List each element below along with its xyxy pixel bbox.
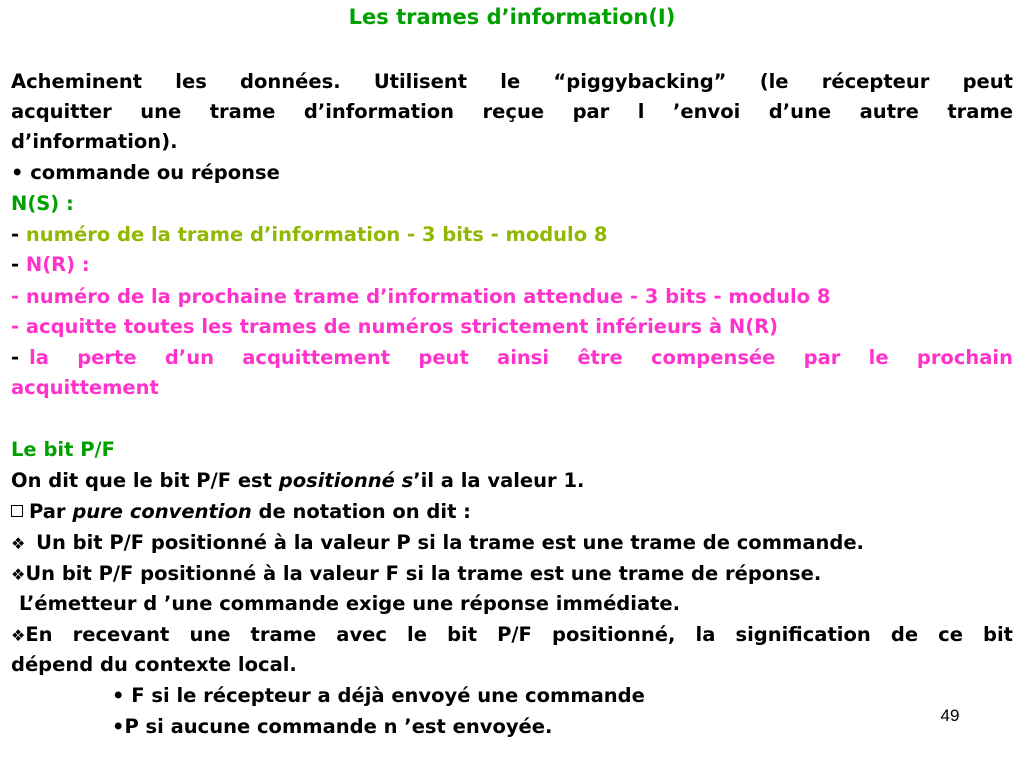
nr-line-2: - acquitte toutes les trames de numéros strictement inférieurs à N(R)	[11, 315, 779, 338]
ns-desc-text: numéro de la trame d’information - 3 bits - modulo 8	[25, 223, 608, 246]
pf-item-2-text: Un bit P/F positionné à la valeur F si la trame est une trame de réponse.	[25, 562, 822, 585]
slide-title: Les trames d’information(I)	[348, 5, 676, 29]
pf-def-c: ’il a la valeur 1.	[413, 469, 585, 492]
pf-definition	[11, 466, 1013, 496]
pf-conv-b: de notation on dit :	[251, 500, 471, 523]
pf-def-italic: positionné	[278, 469, 395, 492]
diamond-bullet-icon: ❖	[11, 565, 26, 584]
intro-line-1: Acheminent les données. Utilisent le “piggybacking” (le récepteur peut	[11, 70, 1013, 93]
ns-label: N(S) :	[11, 192, 74, 215]
diamond-bullet-icon: ❖	[11, 626, 26, 645]
nr-line-3	[11, 343, 1013, 373]
pf-def-b: s	[394, 469, 414, 492]
nr-line-1: - numéro de la prochaine trame d’information attendue - 3 bits - modulo 8	[11, 285, 831, 308]
square-bullet-icon	[11, 505, 23, 517]
pf-item-2	[11, 559, 1013, 589]
pf-sub-2: •P si aucune commande n ’est envoyée.	[112, 715, 553, 738]
pf-item-1	[11, 528, 1013, 558]
intro-line-3: d’information).	[11, 130, 178, 153]
diamond-bullet-icon: ❖	[11, 534, 26, 553]
pf-heading: Le bit P/F	[11, 438, 115, 461]
pf-item-3-line-1	[11, 620, 1013, 650]
pf-convention	[11, 497, 1013, 527]
pf-item-1-text: Un bit P/F positionné à la valeur P si la trame est une trame de commande.	[29, 531, 864, 554]
nr-label: N(R) :	[25, 253, 90, 276]
page-number: 49	[940, 706, 960, 725]
nr-label-line	[11, 250, 1013, 280]
nr-line-4: acquittement	[11, 376, 159, 399]
pf-sub-1: • F si le récepteur a déjà envoyé une commande	[112, 684, 645, 707]
nr-line-3-text: la perte d’un acquittement peut ainsi être compensée par le prochain	[29, 346, 1013, 369]
pf-item-3-line-2: dépend du contexte local.	[11, 653, 297, 676]
pf-def-a: On dit que le bit P/F est	[11, 469, 279, 492]
pf-item-3-text: En recevant une trame avec le bit P/F positionné, la signification de ce bit	[25, 623, 1013, 646]
intro-line-2: acquitter une trame d’information reçue par l ’envoi d’une autre trame	[11, 100, 1013, 123]
pf-conv-italic: pure convention	[72, 500, 252, 523]
ns-dash: -	[11, 223, 20, 246]
nr-line-3-dash: -	[11, 346, 20, 369]
ns-description	[11, 220, 1013, 250]
nr-dash: -	[11, 253, 20, 276]
pf-conv-a: Par	[29, 500, 73, 523]
bullet-commande: • commande ou réponse	[11, 161, 280, 184]
pf-emitter-line: L’émetteur d ’une commande exige une réponse immédiate.	[19, 592, 681, 615]
